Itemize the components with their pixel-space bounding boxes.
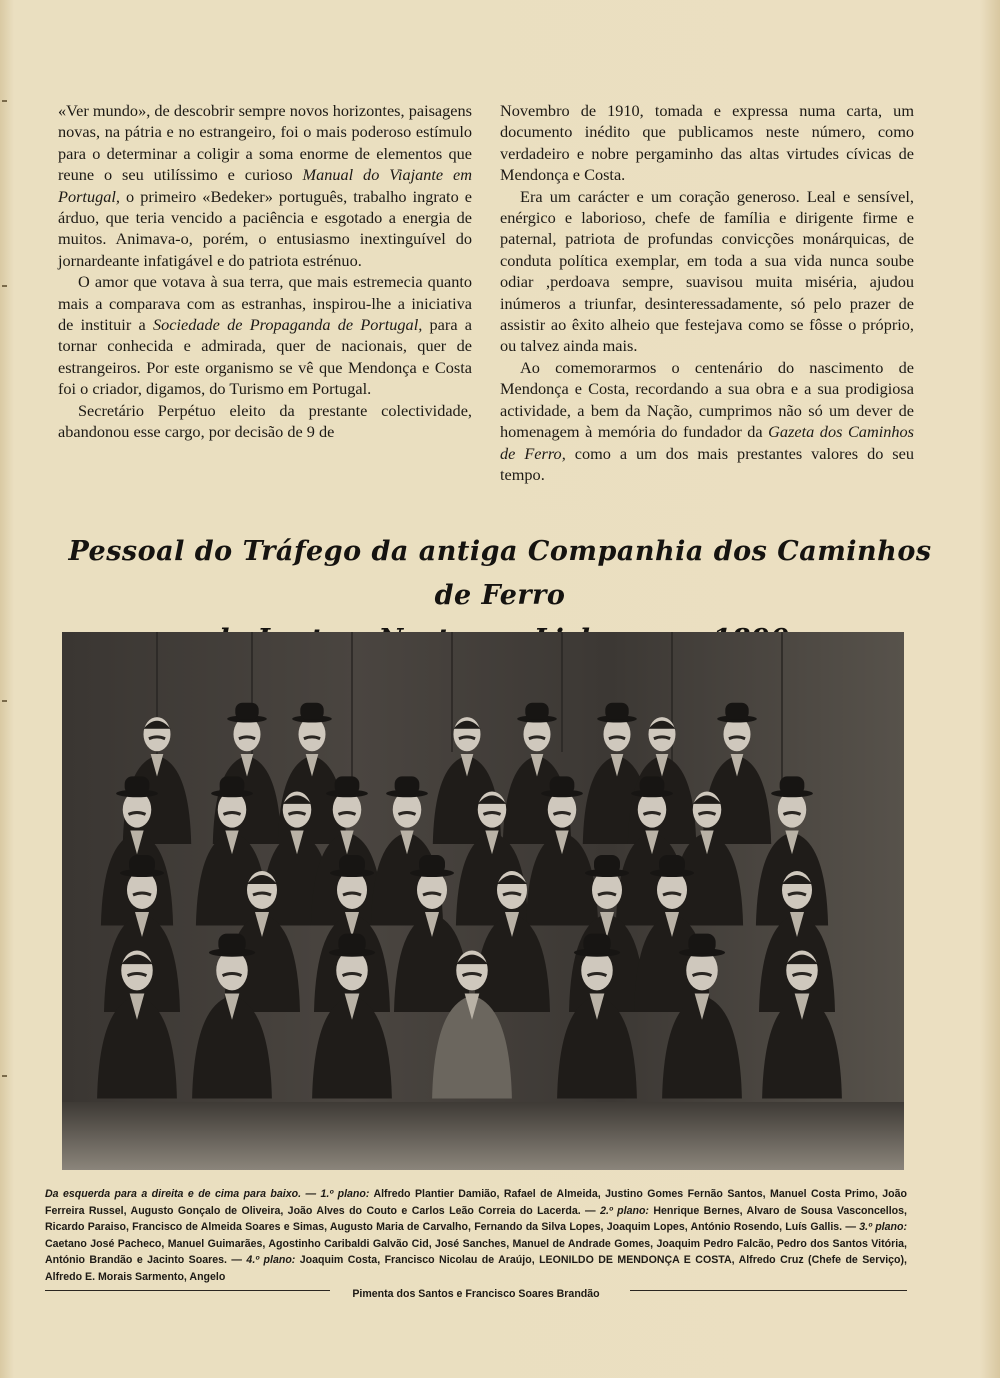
paragraph: Novembro de 1910, tomada e expressa numa carta, um documento inédito que publicamos neste número, como verdadeiro e nobre pergaminho das altas virtudes cívicas de Mendonça e Costa. bbox=[500, 101, 914, 185]
right-column bbox=[500, 100, 914, 495]
caption-end: Pimenta dos Santos e Francisco Soares Brandão bbox=[352, 1287, 600, 1300]
paragraph: «Ver mundo», de descobrir sempre novos horizontes, paisagens novas, na pátria e no estrangeiro, foi o mais poderoso estímulo para o determinar a coligir a soma enorme de elementos que reune o seu utilíssimo e curioso Manual do Viajante em Portugal, o primeiro «Bedeker» português, trabalho ingrato e árduo, que teria vencido a paciência e esgotado a energia de muitos. Animava-o, porém, o entusiasmo inextinguível do jornardeante infatigável e do patriota estrénuo. bbox=[58, 101, 472, 270]
caption-rule-left bbox=[45, 1290, 330, 1291]
margin-mark bbox=[2, 100, 7, 102]
left-column bbox=[58, 100, 472, 495]
margin-mark bbox=[2, 700, 7, 702]
photo-title-line-1: Pessoal do Tráfego da antiga Companhia dos Caminhos de Ferro bbox=[68, 536, 932, 611]
margin-mark bbox=[2, 1075, 7, 1077]
group-portrait-image bbox=[62, 632, 904, 1170]
paragraph: Ao comemorarmos o centenário do nascimento de Mendonça e Costa, recordando a sua obra e a sua prodigiosa actividade, a bem da Nação, cumprimos não só um dever de homenagem à memória do fundador da Gazeta dos Caminhos de Ferro, como a um dos mais prestantes valores do seu tempo. bbox=[500, 357, 915, 484]
paragraph: Era um carácter e um coração generoso. Leal e sensível, enérgico e laborioso, chefe de família e dirigente firme e paternal, patriota de profundas convicções monárquicas, de conduta política exemplar, em toda a sua vida nunca soube odiar ,perdoava sempre, suavisou muita miséria, ajudou inúmeros a triunfar, desinteressadamente, só pelo prazer de assistir ao êxito alheio que festejava como se fôsse o próprio, ou talvez ainda mais. bbox=[500, 186, 914, 356]
photo-caption: Da esquerda para a direita e de cima para baixo. — 1.º plano: Alfredo Plantier Damião, Rafael de Almeida, Justino Gomes Fernão Santos, Manuel Costa Primo, João Ferreira Russel, Augusto Gonçalo de Oliveira, João Alves do Couto e Carlos Leão Correia do Lacerda. — 2.º plano: Henrique Bernes, Alvaro de Sousa Vasconcellos, Ricardo Paraiso, Francisco de Almeida Soares e Simas, Augusto Maria de Carvalho, Fernando da Silva Lopes, Joaquim Lopes, António Rosendo, Luís Gallis. — 3.º plano: Caetano José Pacheco, Manuel Guimarães, Agostinho Caribaldi Galvão Cid, José Sanches, Manuel de Andrade Gomes, Joaquim Pedro Falcão, Pedro dos Santos Vitória, António Brandão e Jacinto Soares. — 4.º plano: Joaquim Costa, Francisco Nicolau de Araújo, LEONILDO DE MENDONÇA E COSTA, Alfredo Cruz (Chefe de Serviço), Alfredo E. Morais Sarmento, Angelo Pimenta dos Santos e Francisco Soares Brandão bbox=[45, 1186, 907, 1302]
paragraph: Secretário Perpétuo eleito da prestante colectividade, abandonou esse cargo, por decisão de 9 de bbox=[58, 400, 472, 442]
group-photograph bbox=[62, 632, 904, 1170]
caption-rule-right bbox=[630, 1290, 907, 1291]
article-body bbox=[58, 100, 914, 495]
margin-mark bbox=[2, 285, 7, 287]
paragraph: O amor que votava à sua terra, que mais estremecia quanto mais a comparava com as estranhas, inspirou-lhe a iniciativa de instituir a Sociedade de Propaganda de Portugal, para a tornar conhecida e admirada, quer de nacionais, quer de estrangeiros. Por este organismo se vê que Mendonça e Costa foi o criador, digamos, do Turismo em Portugal. bbox=[58, 272, 473, 399]
